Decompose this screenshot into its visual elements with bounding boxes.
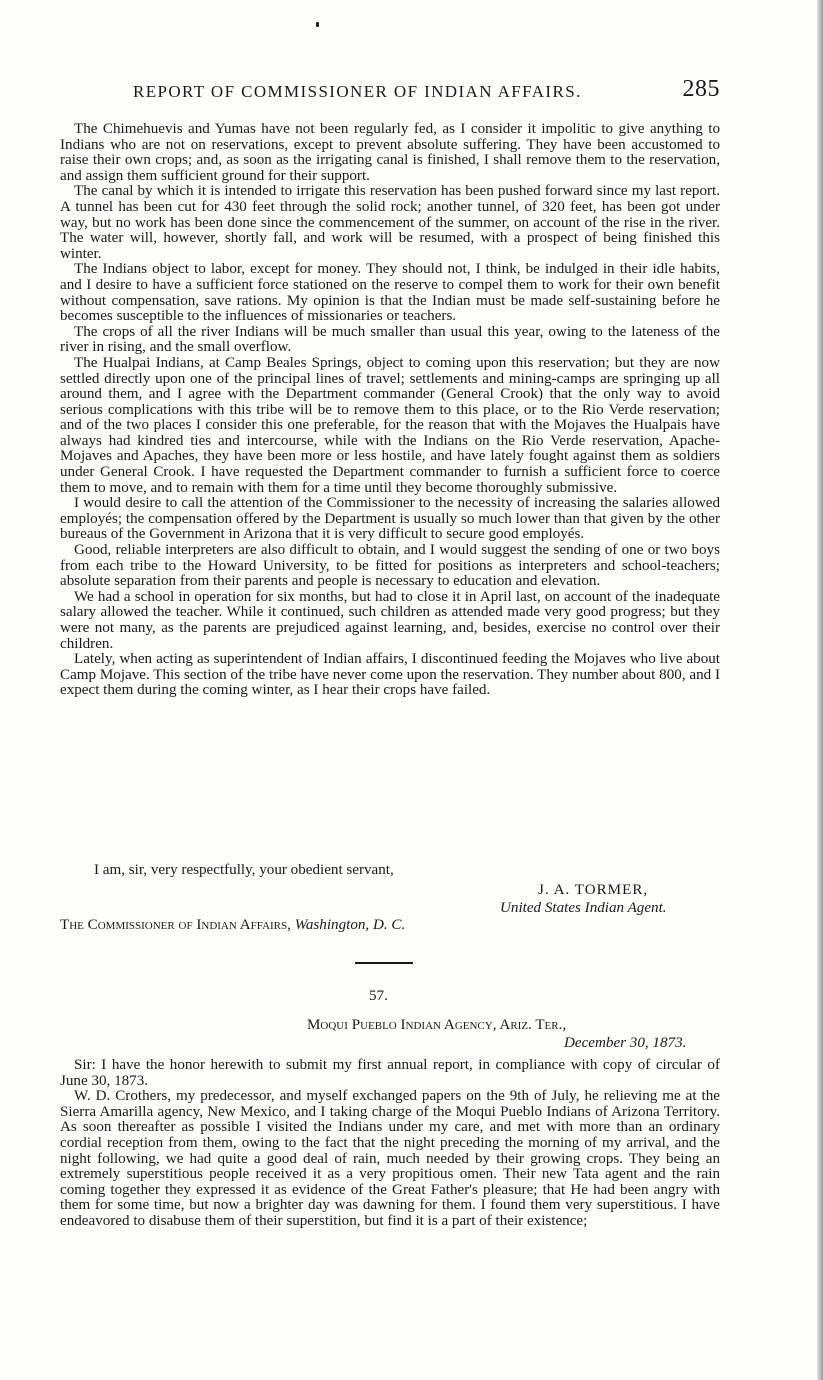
paragraph: Good, reliable interpreters are also difficult to obtain, and I would suggest the sending of one or two boys from each tribe to the Howard University, to be fitted for positions as interpreters and school-teachers; absolute separation from their parents and people is necessary to education and elevation. [60, 542, 720, 590]
ink-mark [316, 22, 319, 27]
addressee-text: The Commissioner of Indian Affairs, [60, 917, 291, 933]
addressee-location: Washington, D. C. [294, 917, 406, 933]
report-body [60, 122, 720, 699]
paragraph: Sir: I have the honor herewith to submit my first annual report, in compliance with copy of circular of June 30, 1873. [60, 1057, 720, 1089]
signature-title: United States Indian Agent. [500, 900, 667, 916]
paragraph: The canal by which it is intended to irrigate this reservation has been pushed forward since my last report. A tunnel has been cut for 430 feet through the solid rock; another tunnel, of 320 feet, has been got under way, but no work has been done since the commencement of the summer, on account of the rise in the river. The water will, however, shortly fall, and work will be resumed, with a prospect of being finished this winter. [60, 183, 720, 262]
paragraph: The crops of all the river Indians will be much smaller than usual this year, owing to the lateness of the river in rising, and the small overflow. [60, 323, 720, 356]
closing-line: I am, sir, very respectfully, your obedient servant, [94, 862, 394, 878]
paragraph: W. D. Crothers, my predecessor, and myself exchanged papers on the 9th of July, he relieving me at the Sierra Amarilla agency, New Mexico, and I taking charge of the Moqui Pueblo Indians of Arizona Territory. As soon thereafter as possible I visited the Indians under my care, and met with more than an ordinary cordial reception from them, owing to the fact that the night preceding the morning of my arrival, and the night following, we had quite a good deal of rain, much needed by their growing crops. They being an extremely superstitious people received it as a very propitious omen. Their new Tata agent and the rain coming together they expressed it as evidence of the Great Father's pleasure; that He had been angry with them for some time, but now a brighter day was dawning for them. I found them very superstitious. I have endeavored to disabuse them of their superstition, but find it is a part of their existence; [60, 1088, 720, 1229]
page-edge-shadow [817, 0, 823, 1380]
header-title: REPORT OF COMMISSIONER OF INDIAN AFFAIRS. [133, 82, 582, 101]
date-line: December 30, 1873. [564, 1035, 687, 1051]
paragraph: The Indians object to labor, except for money. They should not, I think, be indulged in their idle habits, and I desire to have a sufficient force stationed on the reserve to compel them to work for their own benefit without compensation, save rations. My opinion is that the Indian must be made self-sustaining before he becomes susceptible to the influences of missionaries or teachers. [60, 261, 720, 325]
paragraph: I would desire to call the attention of the Commissioner to the necessity of increasing the salaries allowed employés; the compensation offered by the Department is usually so much lower than that given by the other bureaus of the Government in Arizona that it is very difficult to secure good employés. [60, 495, 720, 543]
signature-name: J. A. TORMER, [538, 882, 649, 898]
second-report-body [60, 1058, 720, 1230]
paragraph: The Chimehuevis and Yumas have not been regularly fed, as I consider it impolitic to give anything to Indians who are not on reservations, except to prevent absolute suffering. They have been accustomed to raise their own crops; and, as soon as the irrigating canal is finished, I shall remove them to the reservation, and assign them sufficient ground for their support. [60, 121, 720, 184]
running-header [60, 76, 720, 108]
paragraph: Lately, when acting as superintendent of Indian affairs, I discontinued feeding the Mojaves who live about Camp Mojave. This section of the tribe have never come upon the reservation. They number about 800, and I expect them during the coming winter, as I hear their crops have failed. [60, 651, 720, 699]
agency-line: Moqui Pueblo Indian Agency, Ariz. Ter., [307, 1017, 567, 1033]
paragraph: The Hualpai Indians, at Camp Beales Springs, object to coming upon this reservation; but they are now settled directly upon one of the principal lines of travel; settlements and mining-camps are springing up all around them, and I agree with the Department commander (General Crook) that the only way to avoid serious complications with this tribe will be to remove them to this place, or to the Rio Verde reservation; and of the two places I consider this one preferable, for the reason that with the Mojaves the Hualpais have always had kindred ties and intercourse, while with the Indians on the Rio Verde reservation, Apache-Mojaves and Apaches, they have been more or less hostile, and have lately fought against them as soldiers under General Crook. I have requested the Department commander to furnish a sufficient force to coerce them to move, and to remain with them for a time until they become thoroughly submissive. [60, 354, 720, 496]
document-number: 57. [369, 988, 388, 1004]
addressee-line [60, 917, 405, 934]
section-divider [355, 962, 413, 964]
paragraph: We had a school in operation for six months, but had to close it in April last, on account of the inadequate salary allowed the teacher. While it continued, such children as attended made very good progress; but they were not many, as the parents are prejudiced against learning, and, besides, exercise no control over their children. [60, 588, 720, 652]
page-number: 285 [682, 76, 720, 102]
